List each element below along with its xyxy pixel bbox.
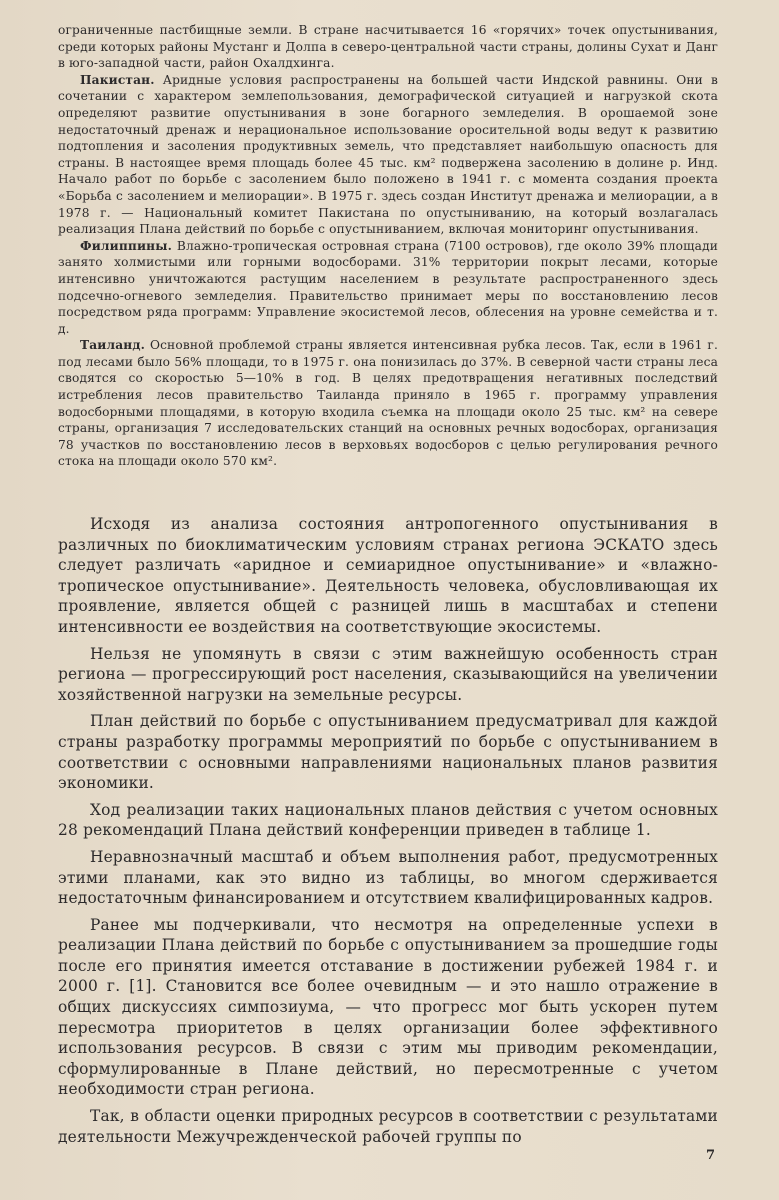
small-print-section	[58, 22, 718, 470]
body-paragraph: Так, в области оценки природных ресурсов в соответствии с результатами деятельности Межучрежденческой рабочей группы по	[58, 1107, 718, 1146]
pakistan-heading: Пакистан.	[80, 72, 155, 87]
intro-paragraph: ограниченные пастбищные земли. В стране насчитывается 16 «горячих» точек опустынивания, среди которых районы Мустанг и Долпа в северо-центральной части страны, долины Сухат и Данг в юго-западной части, район Охалдхинга.	[58, 23, 718, 71]
body-paragraph: Неравнозначный масштаб и объем выполнения работ, предусмотренных этими планами, как это видно из таблицы, во многом сдерживается недостаточным финансированием и отсутствием квалифицированных кадров.	[58, 847, 718, 908]
pakistan-text: Аридные условия распространены на большей части Индской равнины. Они в сочетании с характером землепользования, демографической ситуацией и нагрузкой скота определяют развитие опустынивания в зоне богарного земледелия. В орошаемой зоне недостаточный дренаж и нерациональное использование оросительной воды ведут к развитию подтопления и засоления продуктивных земель, что представляет наибольшую опасность для страны. В настоящее время площадь более 45 тыс. км² подвержена засолению в долине р. Инд. Начало работ по борьбе с засолением было положено в 1941 г. с момента создания проекта «Борьба с засолением и мелиорации». В 1975 г. здесь создан Институт дренажа и мелиорации, а в 1978 г. — Национальный комитет Пакистана по опустыниванию, на который возлагалась реализация Плана действий по борьбе с опустыниванием, включая мониторинг опустынивания.	[58, 72, 718, 237]
pakistan-paragraph	[58, 72, 718, 238]
thailand-text: Основной проблемой страны является интенсивная рубка лесов. Так, если в 1961 г. под лесами было 56% площади, то в 1975 г. она понизилась до 37%. В северной части страны леса сводятся со скоростью 5—10% в год. В целях предотвращения негативных последствий истребления лесов правительство Таиланда приняло в 1965 г. программу управления водосборными площадями, в которую входила съемка на площади около 25 тыс. км² на севере страны, организация 7 исследовательских станций на основных речных водосборах, организация 78 участков по восстановлению лесов в верховьях водосборов с целью регулирования речного стока на площади около 570 км².	[58, 338, 718, 469]
body-paragraph: Нельзя не упомянуть в связи с этим важнейшую особенность стран региона — прогрессирующий рост населения, сказывающийся на увеличении хозяйственной нагрузки на земельные ресурсы.	[58, 644, 718, 704]
body-paragraph: Ранее мы подчеркивали, что несмотря на определенные успехи в реализации Плана действий по борьбе с опустыниванием за прошедшие годы после его принятия имеется отставание в достижении рубежей 1984 г. и 2000 г. [1]. Становится все более очевидным — и это нашло отражение в общих дискуссиях симпозиума, — что прогресс мог быть ускорен путем пересмотра приоритетов в целях организации более эффективного использования ресурсов. В связи с этим мы приводим рекомендации, сформулированные в Плане действий, но пересмотренные с учетом необходимости стран региона.	[58, 915, 718, 1099]
thailand-heading: Таиланд.	[80, 338, 145, 353]
main-text-section	[58, 514, 718, 1153]
body-paragraph: План действий по борьбе с опустыниванием предусматривал для каждой страны разработку программы мероприятий по борьбе с опустыниванием в соответствии с основными направлениями национальных планов развития экономики.	[58, 712, 718, 793]
body-paragraph: Ход реализации таких национальных планов действия с учетом основных 28 рекомендаций Плана действий конференции приведен в таблице 1.	[58, 800, 718, 840]
thailand-paragraph	[58, 337, 718, 470]
page-number: 7	[706, 1148, 716, 1163]
body-paragraph: Исходя из анализа состояния антропогенного опустынивания в различных по биоклиматическим условиям странах региона ЭСКАТО здесь следует различать «аридное и семиаридное опустынивание» и «влажно-тропическое опустынивание». Деятельность человека, обусловливающая их проявление, является общей с разницей лишь в масштабах и степени интенсивности ее воздействия на соответствующие экосистемы.	[58, 515, 718, 636]
philippines-heading: Филиппины.	[80, 238, 172, 253]
philippines-text: Влажно-тропическая островная страна (7100 островов), где около 39% площади занято холмистыми или горными водосборами. 31% территории покрыт лесами, которые интенсивно уничтожаются растущим населением в результате распространенного здесь подсечно-огневого земледелия. Правительство принимает меры по восстановлению лесов посредством ряда программ: Управление экосистемой лесов, облесения на уровне семейства и т. д.	[58, 238, 718, 336]
philippines-paragraph	[58, 238, 718, 338]
